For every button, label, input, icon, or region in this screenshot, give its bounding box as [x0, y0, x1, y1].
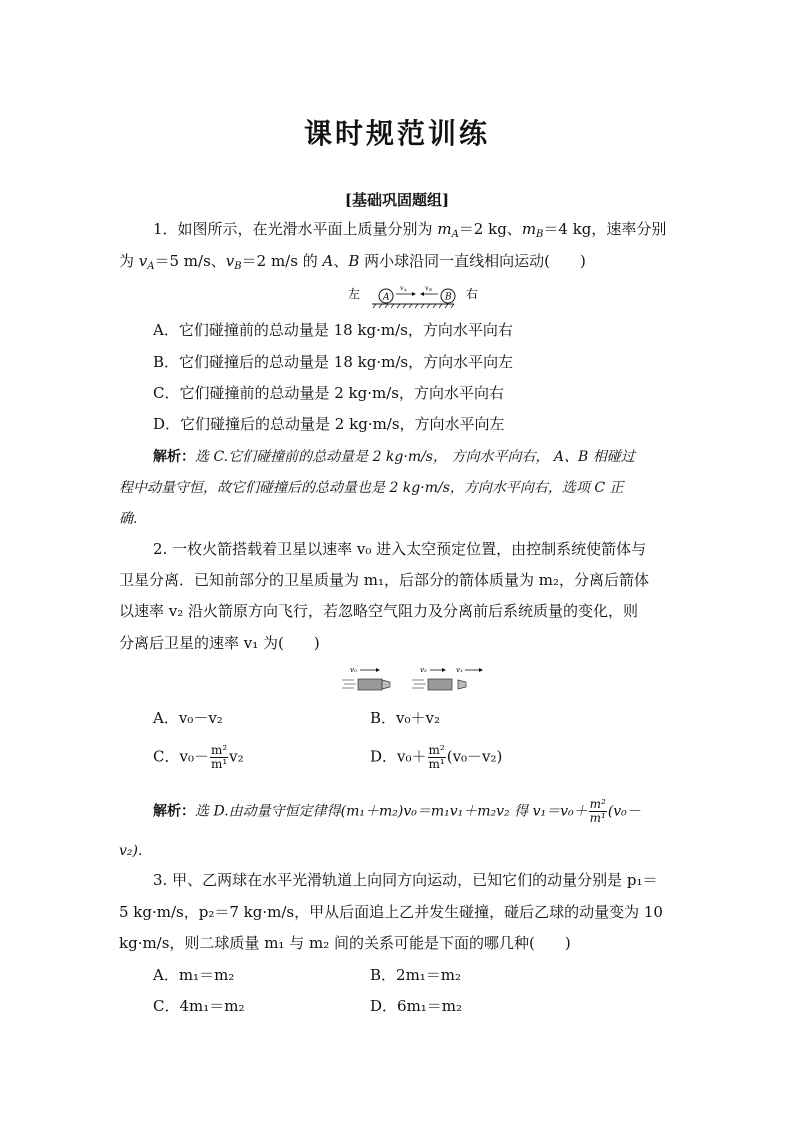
q2-option-b: B．v₀＋v₂ [370, 709, 440, 727]
page-title: 课时规范训练 [303, 117, 490, 150]
fig-left-label: 左 [348, 287, 361, 301]
q1-answer-line-2: 程中动量守恒，故它们碰撞后的总动量也是 2 kg·m/s，方向水平向右，选项 C 正 [119, 480, 624, 496]
q2-rocket-figure [340, 662, 490, 696]
q2-stem-line-3: 以速率 v₂ 沿火箭原方向飞行，若忽略空气阻力及分离前后系统质量的变化，则 [119, 602, 639, 620]
q1-option-d: D．它们碰撞后的总动量是 2 kg·m/s，方向水平向左 [153, 415, 505, 433]
q3-stem-line-1: 3. 甲、乙两球在水平光滑轨道上向同方向运动，已知它们的动量分别是 p₁＝ [153, 871, 658, 889]
svg-text:B: B [429, 287, 432, 292]
rocket-body-separated [428, 679, 452, 690]
v2-label: v₂ [420, 666, 427, 674]
q3-option-d: D．6m₁＝m₂ [370, 997, 463, 1015]
q1-collision-figure [344, 282, 484, 310]
q2-option-c: C．v₀－ $\frac{\text{m²}}{\text{m¹}}$ v₂ [153, 743, 244, 771]
q2-stem-line-4: 分离后卫星的速率 v₁ 为( ) [119, 634, 320, 652]
q2-stem-line-2: 卫星分离．已知前部分的卫星质量为 m₁，后部分的箭体质量为 m₂，分离后箭体 [119, 571, 650, 589]
fig-right-label: 右 [466, 287, 479, 301]
q2-option-a: A．v₀－v₂ [153, 709, 223, 727]
q1-stem-line-2: 为 $v_A=5$ m/s、$v_B=2$ m/s 的 A、B 两小球沿同一直线相向运动( ) [119, 252, 586, 272]
q2-answer-line-2: v₂). [119, 843, 143, 859]
svg-text:A: A [404, 287, 407, 292]
v1-label: v₁ [456, 666, 463, 674]
q1-stem-line-1: 1．如图所示，在光滑水平面上质量分别为 $m_A=2$ kg、$m_B=4$ kg，速率分别 [153, 220, 667, 240]
q3-option-a: A．m₁＝m₂ [153, 966, 235, 984]
q3-option-b: B．2m₁＝m₂ [370, 966, 462, 984]
q3-stem-line-3: kg·m/s，则二球质量 m₁ 与 m₂ 间的关系可能是下面的哪几种( ) [119, 934, 571, 952]
rocket-body [358, 679, 382, 690]
q1-answer-line-3: 确. [119, 511, 138, 527]
satellite [458, 680, 466, 689]
q1-answer-line-1: 解析：选 C.它们碰撞前的总动量是 2 kg·m/s， 方向水平向右， A、B 相碰过 [153, 449, 635, 465]
q3-stem-line-2: 5 kg·m/s，p₂＝7 kg·m/s，甲从后面追上乙并发生碰撞，碰后乙球的动量变为 10 [119, 903, 663, 921]
q3-option-c: C．4m₁＝m₂ [153, 997, 245, 1015]
q1-option-c: C．它们碰撞前的总动量是 2 kg·m/s，方向水平向右 [153, 384, 504, 402]
va-label: v [400, 285, 404, 292]
vb-label: v [425, 285, 429, 292]
fraction: $\frac{\text{m²}}{\text{m¹}}$ [210, 743, 228, 771]
ball-b-label: B [445, 292, 452, 303]
q1-option-b: B．它们碰撞后的总动量是 18 kg·m/s，方向水平向左 [153, 353, 514, 371]
q2-option-d: D．v₀＋ $\frac{\text{m²}}{\text{m¹}}$ (v₀－v₂) [370, 743, 503, 771]
q1-option-a: A．它们碰撞前的总动量是 18 kg·m/s，方向水平向右 [153, 321, 513, 339]
fraction: $\frac{\text{m²}}{\text{m¹}}$ [589, 797, 606, 825]
section-heading: [基础巩固题组] [344, 191, 450, 209]
ball-a-label: A [383, 292, 390, 303]
q2-stem-line-1: 2. 一枚火箭搭载着卫星以速率 v₀ 进入太空预定位置，由控制系统使箭体与 [153, 540, 647, 558]
q2-answer-line-1: 解析：选 D.由动量守恒定律得(m₁＋m₂)v₀＝m₁v₁＋m₂v₂ 得 v₁＝v₀＋ $\frac{\text{m²}}{\text{m¹}}$ (v₀－ [153, 797, 641, 825]
v0-label: v₀ [350, 666, 357, 674]
fraction: $\frac{\text{m²}}{\text{m¹}}$ [428, 743, 445, 771]
